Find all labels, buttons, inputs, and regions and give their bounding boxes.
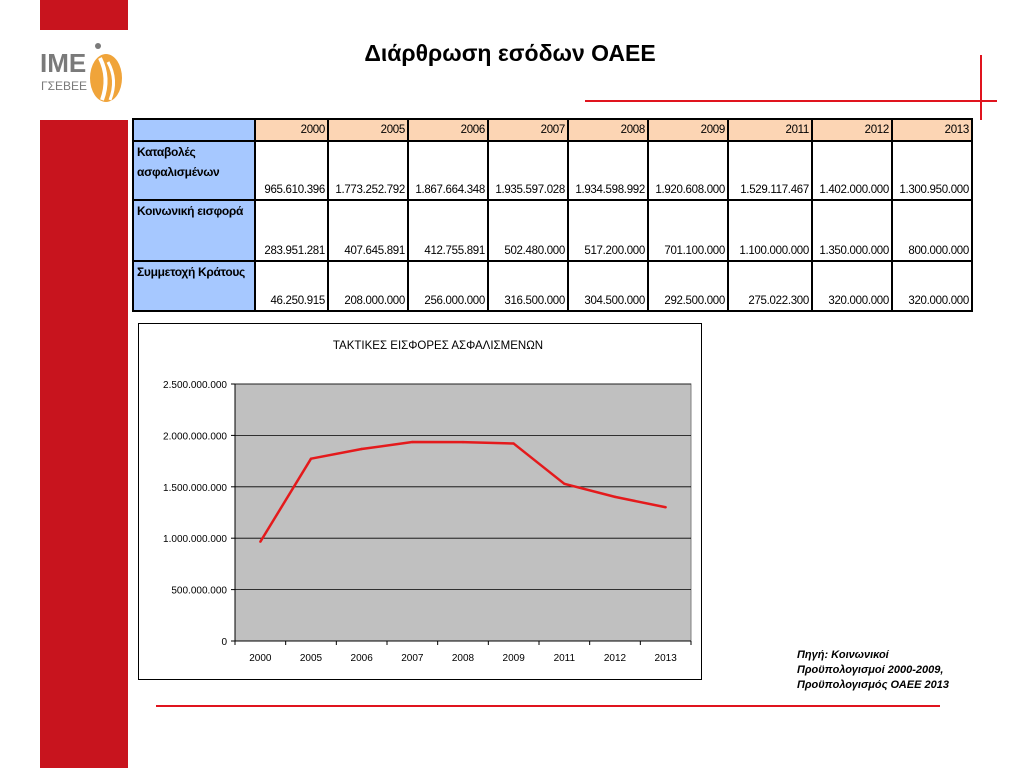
left-red-bar-top	[40, 0, 128, 30]
chart-title: ΤΑΚΤΙΚΕΣ ΕΙΣΦΟΡΕΣ ΑΣΦΑΛΙΣΜΕΝΩΝ	[332, 340, 544, 352]
data-point	[259, 541, 261, 543]
table-cell: 517.200.000	[568, 200, 648, 261]
table-row	[133, 200, 972, 261]
x-tick-label: 2009	[502, 653, 525, 664]
table-header-row	[133, 119, 972, 141]
table-cell: 304.500.000	[568, 261, 648, 311]
table-cell: 275.022.300	[728, 261, 812, 311]
table-cell: 800.000.000	[892, 200, 972, 261]
x-tick-label: 2005	[299, 653, 323, 664]
table-cell: 1.935.597.028	[488, 141, 568, 200]
table-cell: 46.250.915	[255, 261, 328, 311]
left-red-bar	[40, 120, 128, 768]
data-point	[360, 448, 362, 450]
y-tick-label: 2.500.000.000	[163, 380, 227, 391]
x-tick-label: 2006	[350, 653, 373, 664]
table-cell: 1.100.000.000	[728, 200, 812, 261]
table-cell: 1.350.000.000	[812, 200, 892, 261]
decor-line-top	[585, 100, 997, 102]
page-title: Διάρθρωση εσόδων ΟΑΕΕ	[364, 40, 656, 66]
y-tick-label: 500.000.000	[171, 585, 227, 597]
year-header: 2008	[568, 119, 648, 141]
x-tick-label: 2000	[249, 653, 272, 664]
decor-line-vertical	[980, 55, 982, 120]
revenue-table	[132, 118, 973, 312]
table-cell: 320.000.000	[892, 261, 972, 311]
table-row	[133, 261, 972, 311]
y-tick-label: 2.000.000.000	[163, 431, 227, 443]
year-header: 2007	[488, 119, 568, 141]
table-cell: 1.867.664.348	[408, 141, 488, 200]
table-corner-cell	[133, 119, 255, 141]
table-cell: 1.300.950.000	[892, 141, 972, 200]
year-header: 2000	[255, 119, 328, 141]
data-point	[614, 496, 616, 498]
source-line: Προϋπολογισμός ΟΑΕΕ 2013	[797, 679, 949, 691]
chart-canvas	[139, 324, 701, 679]
source-note	[797, 648, 997, 693]
logo-text-ime: ΙΜΕ	[40, 48, 87, 78]
x-tick-label: 2007	[401, 653, 424, 664]
table-cell: 292.500.000	[648, 261, 728, 311]
source-line: Προϋπολογισμοί 2000-2009,	[797, 664, 944, 676]
source-line: Πηγή: Κοινωνικοί	[797, 649, 889, 661]
y-tick-label: 1.000.000.000	[163, 534, 227, 546]
table-cell: 283.951.281	[255, 200, 328, 261]
year-header: 2006	[408, 119, 488, 141]
table-cell: 502.480.000	[488, 200, 568, 261]
x-tick-label: 2011	[553, 653, 576, 664]
row-label: Καταβολές ασφαλισμένων	[133, 141, 255, 200]
logo-emblem-icon	[90, 43, 122, 102]
table-cell: 407.645.891	[328, 200, 408, 261]
y-tick-label: 0	[221, 637, 227, 648]
table-cell: 208.000.000	[328, 261, 408, 311]
data-point	[462, 441, 464, 443]
year-header: 2013	[892, 119, 972, 141]
table-cell: 1.402.000.000	[812, 141, 892, 200]
table-cell: 256.000.000	[408, 261, 488, 311]
x-tick-label: 2008	[451, 653, 475, 664]
year-header: 2011	[728, 119, 812, 141]
data-point	[563, 483, 565, 485]
decor-line-bottom	[156, 705, 940, 707]
data-point	[512, 442, 514, 444]
data-point	[411, 441, 413, 443]
x-tick-label: 2013	[654, 653, 677, 664]
year-header: 2005	[328, 119, 408, 141]
data-point	[664, 506, 666, 508]
row-label: Κοινωνική εισφορά	[133, 200, 255, 261]
year-header: 2009	[648, 119, 728, 141]
ime-gsevee-logo	[40, 38, 128, 108]
table-cell: 1.529.117.467	[728, 141, 812, 200]
plot-area	[235, 384, 691, 641]
table-cell: 320.000.000	[812, 261, 892, 311]
line-chart	[138, 323, 702, 680]
year-header: 2012	[812, 119, 892, 141]
table-cell: 701.100.000	[648, 200, 728, 261]
table-cell: 1.920.608.000	[648, 141, 728, 200]
table-cell: 1.934.598.992	[568, 141, 648, 200]
table-cell: 316.500.000	[488, 261, 568, 311]
table-row	[133, 141, 972, 200]
x-tick-label: 2012	[603, 653, 627, 664]
data-point	[310, 458, 312, 460]
logo-text-gsevee: ΓΣΕΒΕΕ	[41, 79, 88, 93]
table-cell: 412.755.891	[408, 200, 488, 261]
row-label: Συμμετοχή Κράτους	[133, 261, 255, 311]
y-tick-label: 1.500.000.000	[163, 482, 227, 494]
table-cell: 965.610.396	[255, 141, 328, 200]
table-cell: 1.773.252.792	[328, 141, 408, 200]
